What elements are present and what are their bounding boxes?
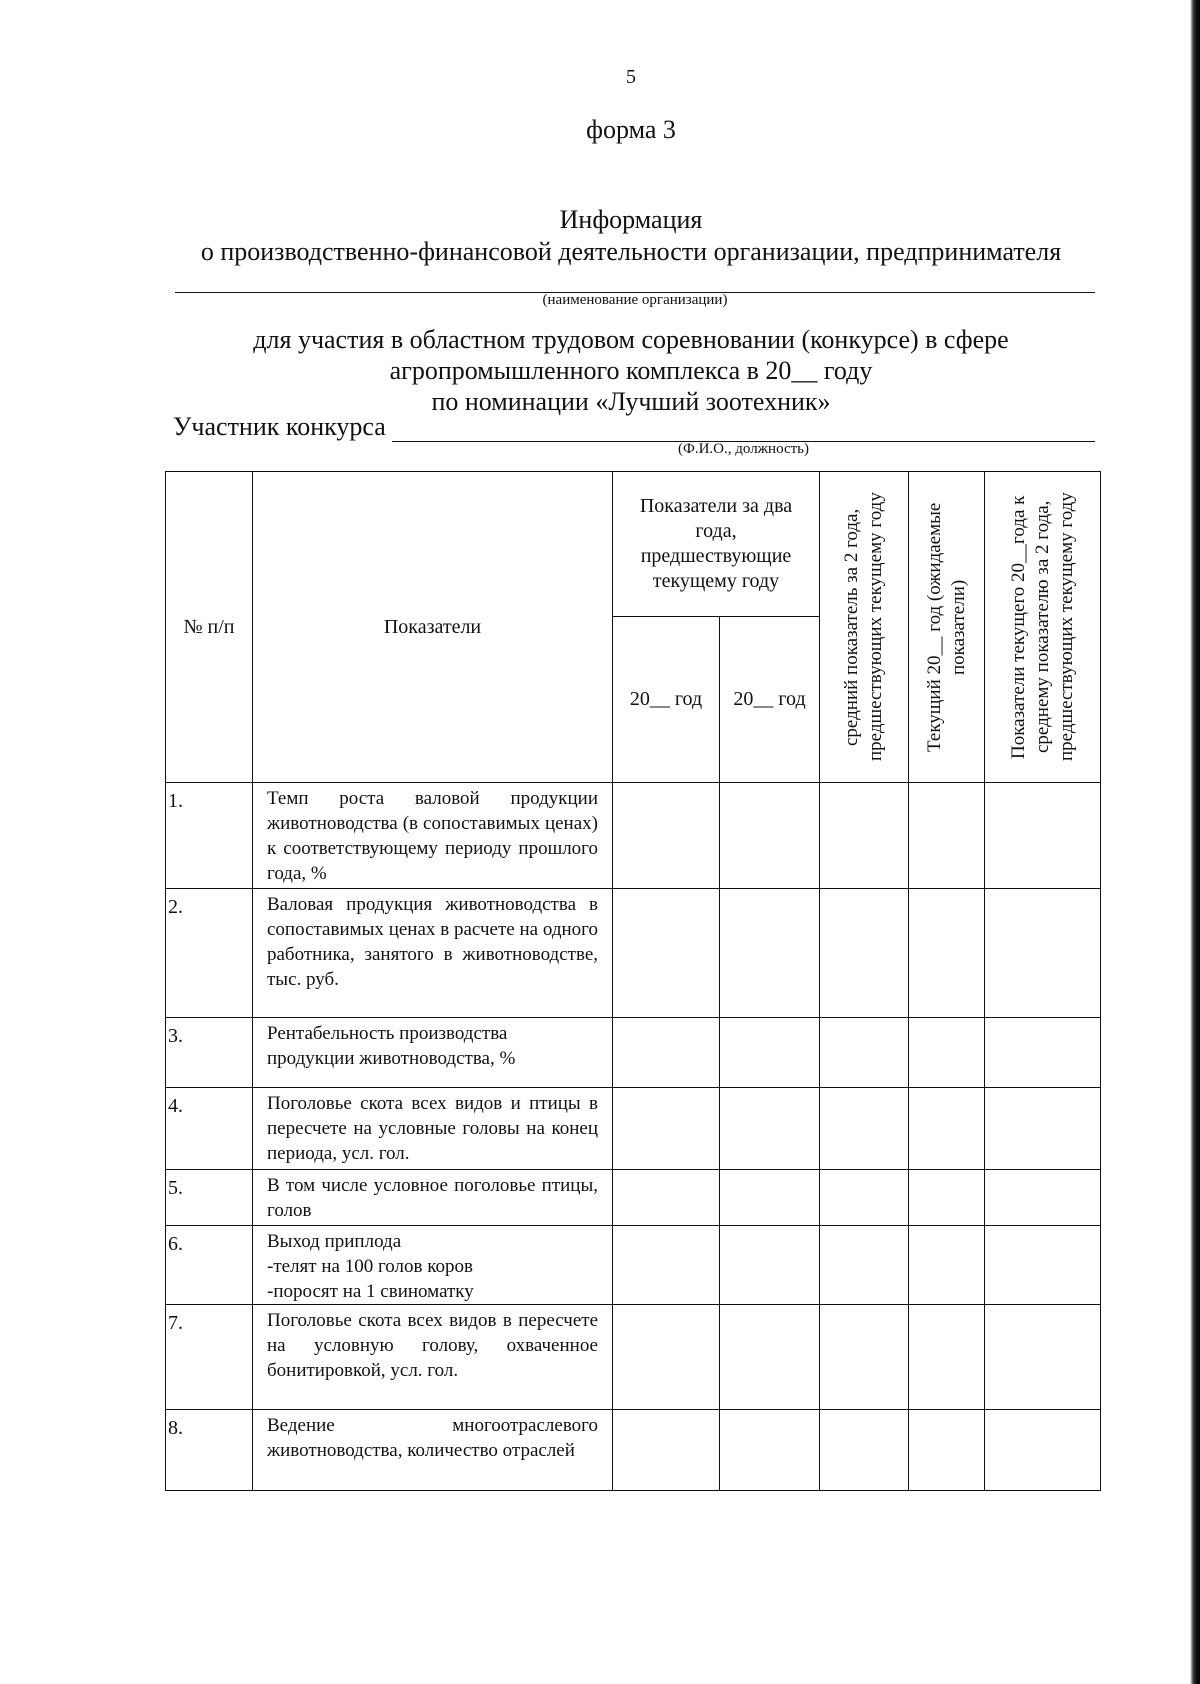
cell-average <box>820 1410 909 1491</box>
row-number: 8. <box>166 1410 253 1491</box>
header-average-text: средний показатель за 2 года, предшествующих текущему году <box>841 492 886 762</box>
cell-current <box>909 1088 985 1170</box>
cell-year-2 <box>720 1088 820 1170</box>
cell-current <box>909 1410 985 1491</box>
cell-current <box>909 1226 985 1305</box>
header-average <box>820 472 909 783</box>
header-ratio <box>985 472 1101 783</box>
cell-average <box>820 1088 909 1170</box>
cell-current <box>909 1018 985 1088</box>
row-number: 6. <box>166 1226 253 1305</box>
cell-year-2 <box>720 1170 820 1226</box>
table-row <box>166 889 1101 1018</box>
form-label: форма 3 <box>586 115 676 144</box>
cell-year-1 <box>613 1018 720 1088</box>
cell-current <box>909 1305 985 1410</box>
cell-ratio <box>985 889 1101 1018</box>
cell-ratio <box>985 783 1101 889</box>
cell-current <box>909 783 985 889</box>
cell-year-1 <box>613 889 720 1018</box>
cell-average <box>820 889 909 1018</box>
header-year-2: 20__ год <box>720 617 820 783</box>
header-year-1: 20__ год <box>613 617 720 783</box>
row-indicator: Ведение многоотраслевого животноводства, количество отраслей <box>253 1410 613 1491</box>
cell-year-1 <box>613 1226 720 1305</box>
table-row <box>166 1170 1101 1226</box>
row-indicator: В том числе условное поголовье птицы, голов <box>253 1170 613 1226</box>
table-row <box>166 1305 1101 1410</box>
table-row <box>166 1018 1101 1088</box>
table-row <box>166 1410 1101 1491</box>
row-indicator: Поголовье скота всех видов и птицы в пересчете на условные головы на конец периода, усл. гол. <box>253 1088 613 1170</box>
cell-year-2 <box>720 889 820 1018</box>
purpose-line-1: для участия в областном трудовом соревновании (конкурсе) в сфере <box>253 325 1009 354</box>
page-number: 5 <box>626 66 636 88</box>
cell-current <box>909 889 985 1018</box>
participant-caption: (Ф.И.О., должность) <box>678 441 809 457</box>
row-number: 5. <box>166 1170 253 1226</box>
cell-average <box>820 1018 909 1088</box>
cell-year-1 <box>613 1410 720 1491</box>
row-number: 1. <box>166 783 253 889</box>
row-number: 3. <box>166 1018 253 1088</box>
row-indicator: Поголовье скота всех видов в пересчете на условную голову, охваченное бонитировкой, усл. гол. <box>253 1305 613 1410</box>
row-number: 4. <box>166 1088 253 1170</box>
header-ratio-text: Показатели текущего 20__года к среднему показателю за 2 года, предшествующих текущему году <box>1007 492 1077 762</box>
row-indicator: Рентабельность производства продукции животноводства, % <box>253 1018 613 1088</box>
row-indicator: Валовая продукция животноводства в сопоставимых ценах в расчете на одного работника, занятого в животноводстве, тыс. руб. <box>253 889 613 1018</box>
cell-year-1 <box>613 1305 720 1410</box>
cell-average <box>820 1226 909 1305</box>
row-number: 7. <box>166 1305 253 1410</box>
table-row <box>166 1088 1101 1170</box>
header-number: № п/п <box>166 472 253 783</box>
cell-ratio <box>985 1018 1101 1088</box>
participant-label: Участник конкурса <box>173 412 386 441</box>
row-indicator: Темп роста валовой продукции животноводства (в сопоставимых ценах) к соответствующему периоду прошлого года, % <box>253 783 613 889</box>
row-number: 2. <box>166 889 253 1018</box>
cell-ratio <box>985 1170 1101 1226</box>
cell-year-1 <box>613 783 720 889</box>
cell-average <box>820 783 909 889</box>
header-current-text: Текущий 20__ год (ожидаемые показатели) <box>923 502 969 752</box>
table-row <box>166 1226 1101 1305</box>
table-row <box>166 783 1101 889</box>
purpose-line-3: по номинации «Лучший зоотехник» <box>431 387 831 416</box>
cell-ratio <box>985 1410 1101 1491</box>
cell-year-2 <box>720 1018 820 1088</box>
indicators-table <box>165 471 1101 1491</box>
header-current <box>909 472 985 783</box>
document-title: Информация <box>559 205 703 234</box>
header-two-years: Показатели за два года, предшествующие текущему году <box>613 472 820 617</box>
cell-year-2 <box>720 783 820 889</box>
row-indicator: Выход приплода -телят на 100 голов коров -поросят на 1 свиноматку <box>253 1226 613 1305</box>
cell-ratio <box>985 1226 1101 1305</box>
cell-year-2 <box>720 1305 820 1410</box>
cell-ratio <box>985 1088 1101 1170</box>
cell-year-2 <box>720 1226 820 1305</box>
cell-average <box>820 1170 909 1226</box>
cell-year-1 <box>613 1088 720 1170</box>
document-subtitle: о производственно-финансовой деятельности организации, предпринимателя <box>200 237 1062 266</box>
header-indicators: Показатели <box>253 472 613 783</box>
org-name-caption: (наименование организации) <box>542 292 728 308</box>
cell-current <box>909 1170 985 1226</box>
cell-average <box>820 1305 909 1410</box>
purpose-line-2: агропромышленного комплекса в 20__ году <box>389 356 873 385</box>
cell-ratio <box>985 1305 1101 1410</box>
cell-year-1 <box>613 1170 720 1226</box>
cell-year-2 <box>720 1410 820 1491</box>
